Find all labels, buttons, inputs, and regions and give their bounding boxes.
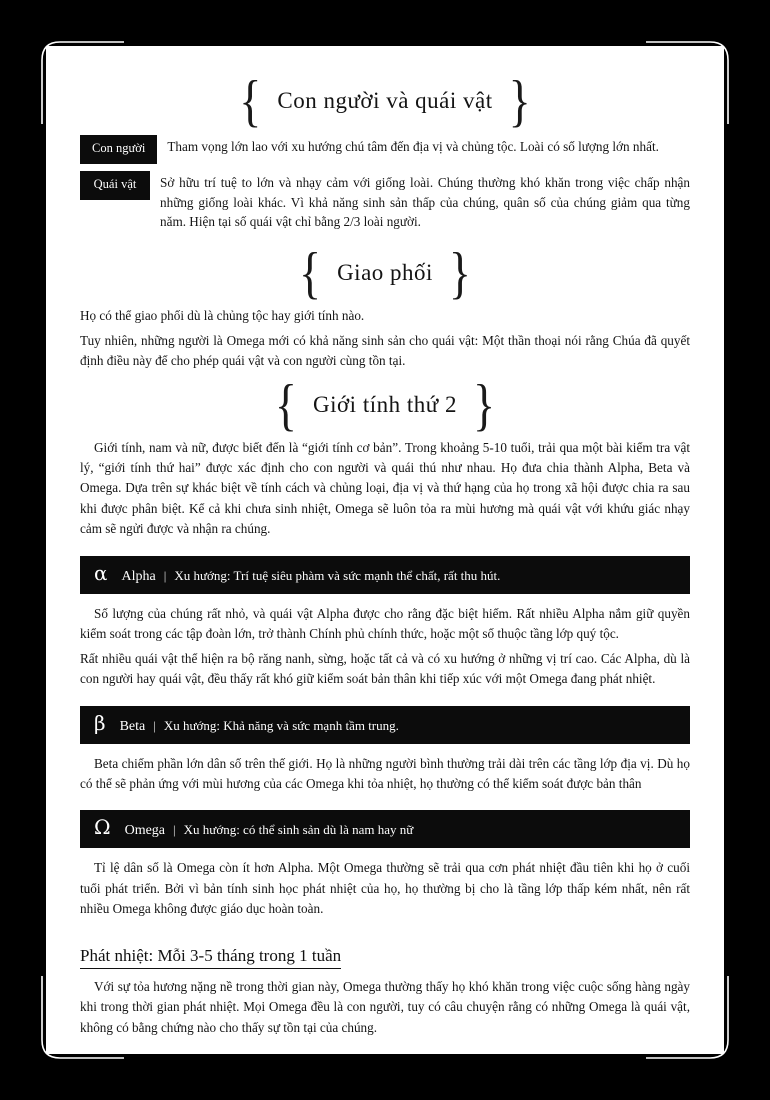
banner-beta <box>80 706 690 744</box>
banner-separator: | <box>153 717 156 733</box>
heat-paragraphs <box>80 977 690 1038</box>
brace-left-icon: { <box>298 240 322 305</box>
definition-row-monster <box>80 170 690 232</box>
paragraph: Số lượng của chúng rất nhỏ, và quái vật Alpha được cho rằng đặc biệt hiếm. Rất nhiều Alpha nắm giữ quyền kiểm soát trong các tập đoàn lớn, trở thành Chính phủ chính thức, hoặc một số thuộc tầng lớp quý tộc. <box>80 605 690 642</box>
banner-name: Alpha <box>121 568 156 584</box>
paragraph: Với sự tỏa hương nặng nề trong thời gian này, Omega thường thấy họ khó khăn trong việc cuộc sống hàng ngày khi trong thời gian phát nhiệt. Mọi Omega đều là con người, tuy có câu chuyện rằng có những Omega là quái vật, không có bằng chứng nào cho thấy sự tồn tại của chúng. <box>80 978 690 1035</box>
beta-paragraphs <box>80 754 690 795</box>
label-chip-human: Con người <box>80 135 157 164</box>
paragraph: Rất nhiều quái vật thể hiện ra bộ răng nanh, sừng, hoặc tất cả và có xu hướng ở những vị trí cao. Các Alpha, dù là con người hay quái vật, đều thấy rất khó giữ kiểm soát bản thân khi tiếp xúc với một Omega đang phát nhiệt. <box>80 650 690 687</box>
omega-paragraphs <box>80 858 690 919</box>
paragraph: Tuy nhiên, những người là Omega mới có khả năng sinh sản cho quái vật: Một thần thoại nói rằng Chúa đã quyết định điều này để cho phép quái vật và con người cùng tồn tại. <box>80 332 690 369</box>
banner-separator: | <box>173 822 176 838</box>
brace-left-icon: { <box>239 68 262 133</box>
heading-text: Giao phối <box>337 260 433 286</box>
definition-text-monster: Sở hữu trí tuệ to lớn và nhạy cảm với giống loài. Chúng thường khó khăn trong việc chấp nhận những giống loài khác. Vì khả năng sinh sản thấp của chúng, quân số của chúng giảm qua từng năm. Hiện tại số quái vật chỉ bằng 2/3 loài người. <box>160 174 690 230</box>
banner-separator: | <box>163 567 167 583</box>
banner-alpha <box>80 556 690 594</box>
section-heading-humans-monsters <box>80 68 690 133</box>
document-paper <box>46 46 724 1054</box>
section-heading-second-gender <box>80 372 690 436</box>
second-gender-paragraphs <box>80 438 690 540</box>
heat-subheading-wrap <box>80 932 690 973</box>
heading-text: Con người và quái vật <box>277 88 493 113</box>
label-chip-monster: Quái vật <box>80 171 150 200</box>
mating-paragraphs <box>80 306 690 371</box>
banner-omega <box>80 810 690 848</box>
banner-trend: Xu hướng: có thể sinh sản dù là nam hay nữ <box>183 822 414 838</box>
brace-right-icon: } <box>508 68 531 133</box>
brace-left-icon: { <box>274 372 298 436</box>
omega-symbol-icon: Ω <box>94 815 111 840</box>
heading-text: Giới tính thứ 2 <box>313 391 457 417</box>
paragraph: Họ có thể giao phối dù là chủng tộc hay giới tính nào. <box>80 308 365 324</box>
section-heading-mating <box>80 240 690 305</box>
brace-right-icon: } <box>472 372 496 436</box>
paragraph: Beta chiếm phần lớn dân số trên thế giới. Họ là những người bình thường trải dài trên các tầng lớp địa vị. Dù họ có thể sẽ phản ứng với mùi hương của các Omega khi tỏa nhiệt, họ thường có thể kiểm soát được bản thân <box>80 755 690 792</box>
brace-right-icon: } <box>448 240 472 305</box>
paragraph: Tỉ lệ dân số là Omega còn ít hơn Alpha. Một Omega thường sẽ trải qua cơn phát nhiệt đầu tiên khi họ ở cuối tuổi phát triển. Bởi vì bản tính sinh học phát nhiệt của họ, họ thường bị cho là tầng lớp thấp kém nhất, nên rất nhiều Omega không được giáo dục hoàn toàn. <box>80 860 690 917</box>
banner-trend: Xu hướng: Khả năng và sức mạnh tầm trung. <box>163 717 399 733</box>
beta-symbol-icon: β <box>94 710 106 735</box>
heat-subheading: Phát nhiệt: Mỗi 3-5 tháng trong 1 tuần <box>80 946 341 969</box>
alpha-paragraphs <box>80 604 690 690</box>
definition-text-human: Tham vọng lớn lao với xu hướng chú tâm đến địa vị và chủng tộc. Loài có số lượng lớn nhất. <box>167 139 659 154</box>
paragraph: Giới tính, nam và nữ, được biết đến là “giới tính cơ bản”. Trong khoảng 5-10 tuổi, trải qua một bài kiểm tra vật lý, “giới tính thứ hai” được xác định cho con người và quái thú như nhau. Họ đưa chia thành Alpha, Beta và Omega. Dựa trên sự khác biệt về tính cách và chủng loại, địa vị và thứ hạng của họ trong xã hội được chia ra sau khi được phân biệt. Kể cả khi chưa sinh nhiệt, Omega sẽ luôn tỏa ra mùi hương mà quái vật với khứu giác nhạy cảm sẽ ngửi được và nhận ra chúng. <box>80 439 690 537</box>
document-content <box>46 46 724 1054</box>
definition-row-human <box>80 134 690 164</box>
alpha-symbol-icon: α <box>94 560 108 585</box>
banner-name: Beta <box>119 718 146 734</box>
banner-trend: Xu hướng: Trí tuệ siêu phàm và sức mạnh thể chất, rất thu hút. <box>174 567 501 583</box>
banner-name: Omega <box>124 823 166 839</box>
